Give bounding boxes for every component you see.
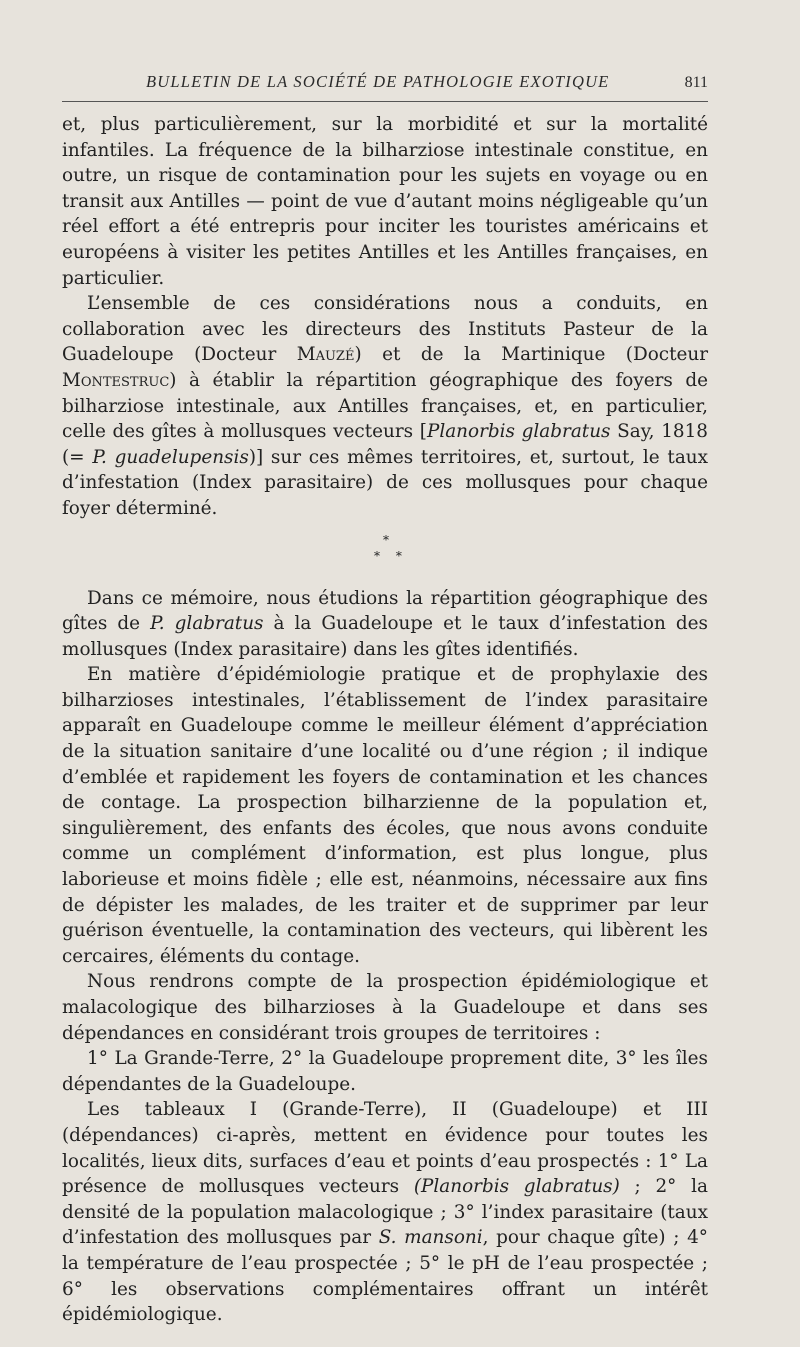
paragraph-7-text-c: , pour chaque gîte) ; 4° la température de l’eau prospectée ; 5° le pH de l’eau prospectée ; 6° les observations complémentaires offrant un intérêt épidémiologique. <box>62 1227 708 1326</box>
paragraph-7 <box>62 1097 708 1327</box>
paragraph-2-text-d: Say, 1818 (= <box>62 421 709 468</box>
paragraph-5: Nous rendrons compte de la prospection épidémiologique et malacologique des bilharzioses à la Guadeloupe et dans ses dépendances en considérant trois groupes de territoires : <box>62 971 708 1044</box>
paragraph-4: En matière d’épidémiologie pratique et de prophylaxie des bilharzioses intestinales, l’établissement de l’index parasitaire apparaît en Guadeloupe comme le meilleur élément d’appréciation de la situation sanitaire d’une localité ou d’une région ; il indique d’emblée et rapidement les foyers de contamination et les chances de contage. La prospection bilharzienne de la population et, singulièrement, des enfants des écoles, que nous avons conduite comme un complément d’information, est plus longue, plus laborieuse et moins fidèle ; elle est, néanmoins, nécessaire aux fins de dépister les malades, de les traiter et de supprimer par leur guérison éventuelle, la contamination des vecteurs, qui libèrent les cercaires, éléments du contage. <box>62 664 708 967</box>
species-s-mansoni: S. mansoni <box>378 1227 483 1249</box>
paragraph-7-text-a: Les tableaux I (Grande-Terre), II (Guadeloupe) et III (dépendances) ci-après, mettent en évidence pour toutes les localités, lieux dits, surfaces d’eau et points d’eau prospectés : 1° La présence de mollusques vecteurs <box>62 1099 708 1198</box>
species-p-guadelupensis: P. guadelupensis <box>92 446 249 468</box>
paragraph-2-text-e: )] sur ces mêmes territoires, et, surtout, le taux d’infestation (Index parasitaire) de ces mollusques pour chaque foyer déterminé. <box>62 446 709 519</box>
paragraph-2-text-a: L’ensemble de ces considérations nous a conduits, en collaboration avec les directeurs des Instituts Pasteur de la Guadeloupe (Docteur <box>62 293 708 366</box>
paragraph-3-text-b: à la Guadeloupe et le taux d’infestation des mollusques (Index parasitaire) dans les gîtes identifiés. <box>62 613 708 660</box>
journal-title: BULLETIN DE LA SOCIÉTÉ DE PATHOLOGIE EXOTIQUE <box>146 72 610 91</box>
author-name-montestruc: Montestruc <box>62 369 170 391</box>
species-planorbis-glabratus-2: (Planorbis glabratus) <box>413 1176 620 1198</box>
paragraph-2 <box>62 291 708 521</box>
separator-stars-bottom: * * <box>374 548 408 563</box>
separator-star-top: * <box>383 532 389 547</box>
body-text <box>62 112 708 1328</box>
paragraph-1: et, plus particulièrement, sur la morbidité et sur la mortalité infantiles. La fréquence de la bilharziose intestinale constitue, en outre, un risque de contamination pour les sujets en voyage ou en transit aux Antilles — point de vue d’autant moins négligeable qu’un réel effort a été entrepris pour inciter les touristes américains et européens à visiter les petites Antilles et les Antilles françaises, en particulier. <box>62 114 708 289</box>
paragraph-7-text-b: ; 2° la densité de la population malacologique ; 3° l’index parasitaire (taux d’infestation des mollusques par <box>62 1176 708 1249</box>
section-separator <box>62 522 708 586</box>
running-header <box>62 72 708 96</box>
paragraph-3 <box>62 586 708 663</box>
paragraph-2-text-b: ) et de la Martinique (Docteur <box>354 344 708 366</box>
page-number: 811 <box>684 74 708 91</box>
paragraph-6: 1° La Grande-Terre, 2° la Guadeloupe proprement dite, 3° les îles dépendantes de la Guadeloupe. <box>62 1048 708 1095</box>
header-rule <box>62 101 708 102</box>
species-p-glabratus: P. glabratus <box>150 613 264 635</box>
paragraph-3-text-a: Dans ce mémoire, nous étudions la répartition géographique des gîtes de <box>62 587 708 635</box>
author-name-mauze: Mauzé <box>296 344 355 366</box>
species-planorbis-glabratus: Planorbis glabratus <box>426 421 611 443</box>
paragraph-2-text-c: ) à établir la répartition géographique des foyers de bilharziose intestinale, aux Antilles françaises, et, en particulier, celle des gîtes à mollusques vecteurs [ <box>62 369 708 443</box>
